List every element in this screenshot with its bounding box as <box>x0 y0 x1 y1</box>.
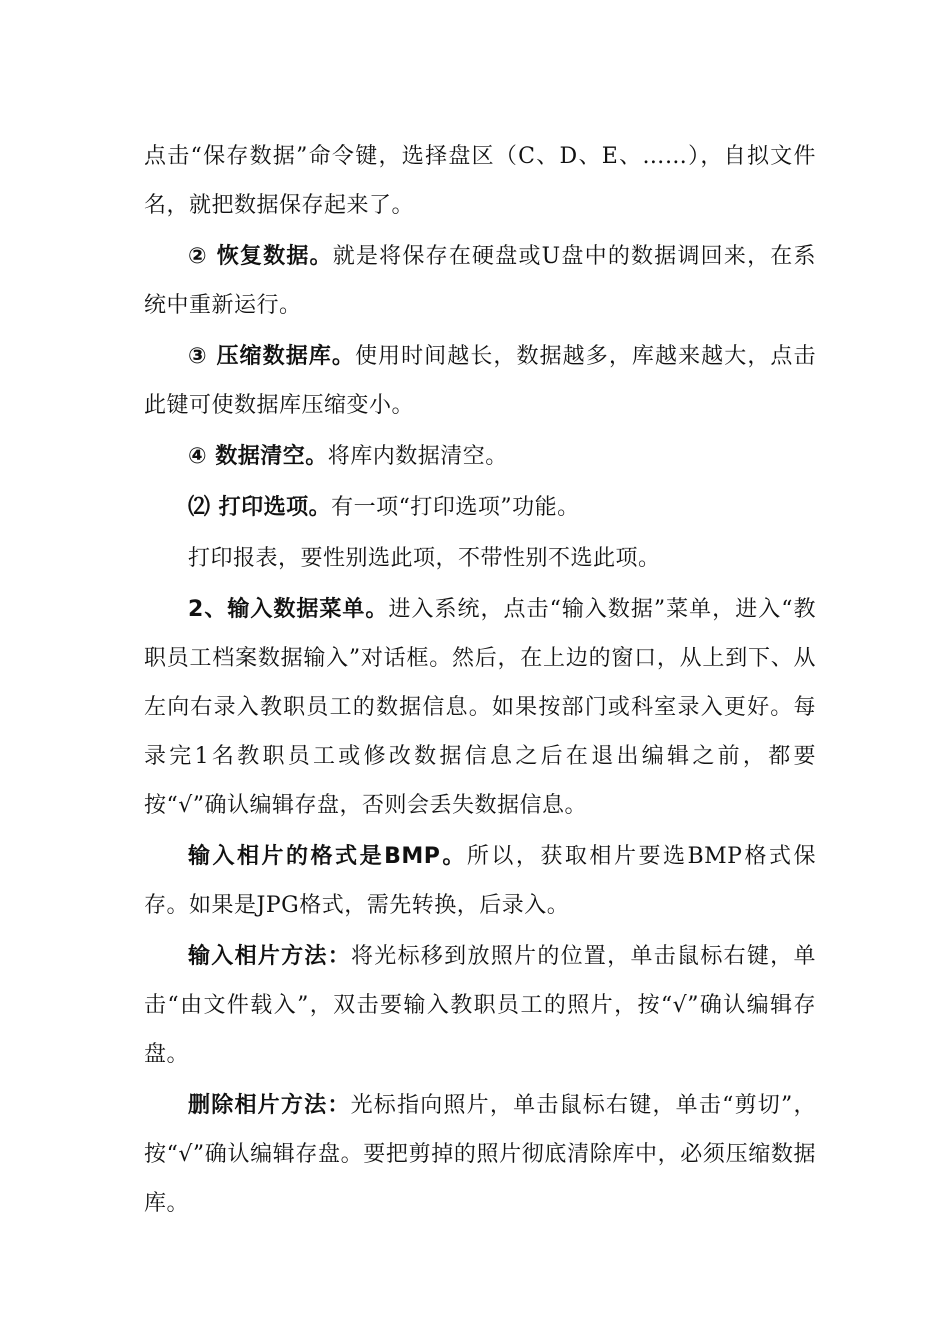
paragraph-restore-data <box>144 232 816 330</box>
paragraph-text: 将光标移到放照片的位置，单击鼠标右键，单击“由文件载入”，双击要输入教职员工的照片，按“√”确认编辑存盘。 <box>144 944 816 1067</box>
paragraph-clear-data <box>144 432 816 481</box>
paragraph-photo-format <box>144 832 816 930</box>
document-body <box>144 132 816 1230</box>
paragraph-save-data <box>144 132 816 230</box>
paragraph-heading: ② 恢复数据。 <box>188 244 333 269</box>
paragraph-compress-database <box>144 332 816 430</box>
paragraph-text: 有一项“打印选项”功能。 <box>331 495 580 520</box>
paragraph-heading: ④ 数据清空。 <box>188 444 328 469</box>
paragraph-print-options <box>144 483 816 532</box>
paragraph-text: 就是将保存在硬盘或U盘中的数据调回来，在系统中重新运行。 <box>144 244 816 318</box>
paragraph-text: 打印报表，要性别选此项，不带性别不选此项。 <box>188 546 661 571</box>
paragraph-input-photo-method <box>144 932 816 1079</box>
paragraph-heading: ⑵ 打印选项。 <box>188 495 332 520</box>
paragraph-text: 所以，获取相片要选BMP格式保存。如果是JPG格式，需先转换，后录入。 <box>144 844 816 918</box>
paragraph-print-report <box>144 534 816 583</box>
paragraph-text: 光标指向照片，单击鼠标右键，单击“剪切”，按“√”确认编辑存盘。要把剪掉的照片彻底清除库中，必须压缩数据库。 <box>144 1093 816 1216</box>
paragraph-text: 点击“保存数据”命令键，选择盘区（C、D、E、……），自拟文件名，就把数据保存起来了。 <box>144 144 816 218</box>
paragraph-delete-photo-method <box>144 1081 816 1228</box>
paragraph-text: 使用时间越长，数据越多，库越来越大，点击此键可使数据库压缩变小。 <box>144 344 816 418</box>
paragraph-heading: 删除相片方法： <box>188 1093 351 1118</box>
paragraph-text: 进入系统，点击“输入数据”菜单，进入“教职员工档案数据输入”对话框。然后，在上边的窗口，从上到下、从左向右录入教职员工的数据信息。如果按部门或科室录入更好。每录完1名教职员工或修改数据信息之后在退出编辑之前，都要按“√”确认编辑存盘，否则会丢失数据信息。 <box>144 597 816 818</box>
paragraph-heading: 2、输入数据菜单。 <box>188 597 389 622</box>
paragraph-input-data-menu <box>144 585 816 830</box>
paragraph-heading: 输入相片的格式是BMP。 <box>188 844 467 869</box>
paragraph-text: 将库内数据清空。 <box>327 444 508 469</box>
paragraph-heading: ③ 压缩数据库。 <box>188 344 355 369</box>
paragraph-heading: 输入相片方法： <box>188 944 352 969</box>
